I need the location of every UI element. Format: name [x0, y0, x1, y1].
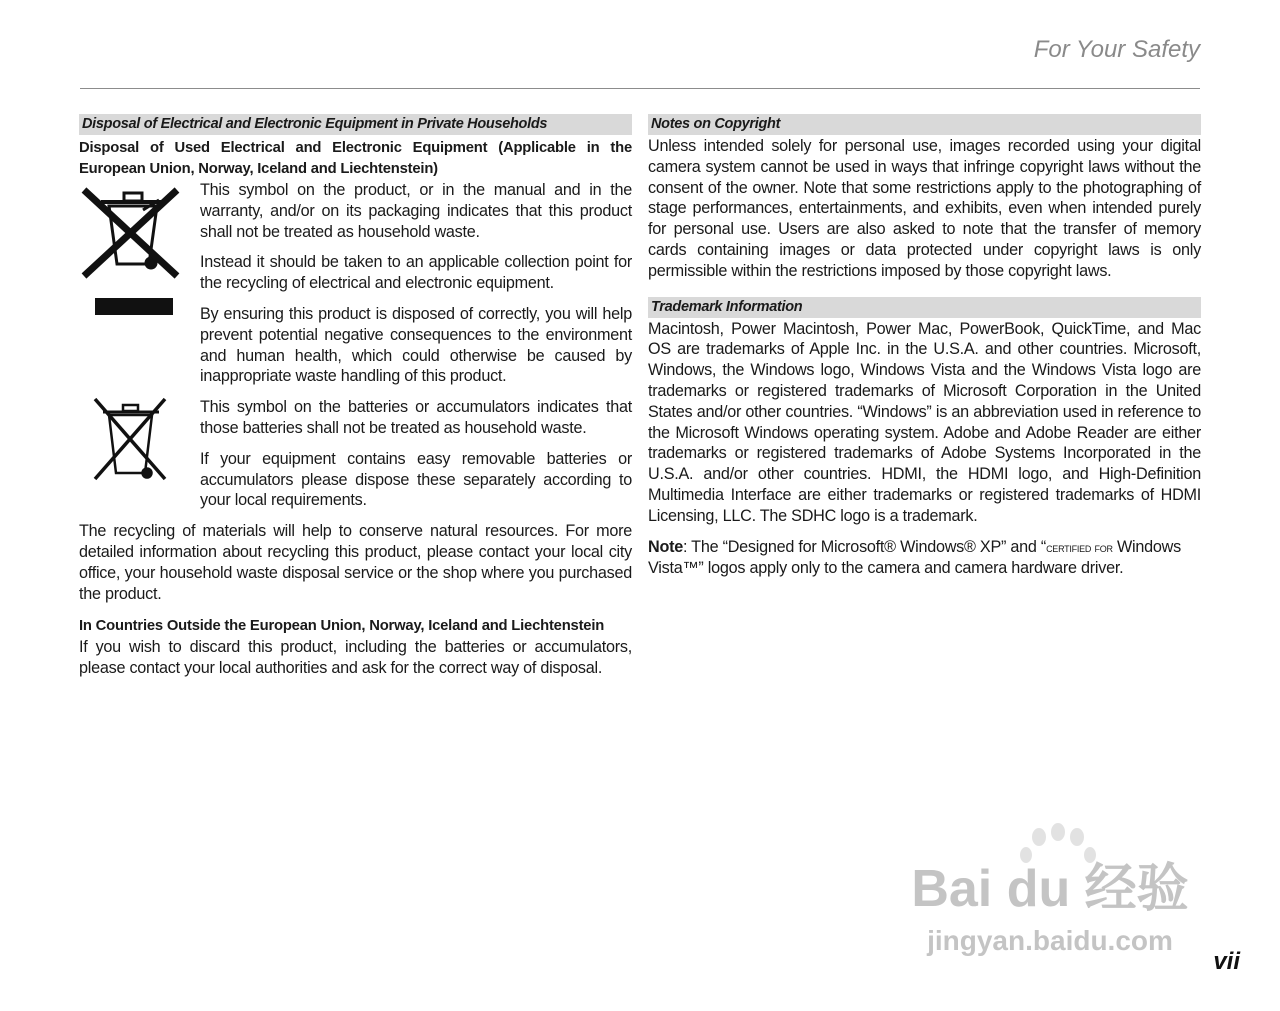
note-label: Note	[648, 537, 683, 556]
weee-paragraph-1: This symbol on the product, or in the manual and in the warranty, and/or on its packaging indicates that this product shall not be treated as household waste.	[200, 181, 632, 241]
note-smallcaps: certified for	[1046, 539, 1113, 555]
crossed-battery-bin-icon	[79, 397, 200, 492]
baidu-watermark	[900, 818, 1210, 968]
page-header-title: For Your Safety	[1033, 36, 1200, 63]
battery-paragraph-2: If your equipment contains easy removable batteries or accumulators please dispose these separately according to your local requirements.	[200, 449, 632, 510]
weee-symbol-block	[79, 180, 632, 387]
battery-symbol	[79, 397, 200, 511]
crossed-bin-icon	[79, 180, 200, 315]
recycling-paragraph: The recycling of materials will help to conserve natural resources. For more detailed information about recycling this product, please contact your local city office, your household waste disposal service or the shop where you purchased the product.	[79, 522, 632, 603]
note-text-part1: : The “Designed for Microsoft® Windows® XP” and “	[682, 537, 1047, 556]
right-column	[648, 114, 1201, 579]
page-number: vii	[1213, 948, 1240, 975]
header-divider	[80, 88, 1200, 89]
section-title-disposal: Disposal of Electrical and Electronic Equipment in Private Households	[79, 114, 632, 135]
section-title-copyright: Notes on Copyright	[648, 114, 1201, 135]
left-column	[79, 114, 632, 679]
section-title-trademark: Trademark Information	[648, 297, 1201, 318]
subheading-outside-eu: In Countries Outside the European Union, Norway, Iceland and Liechtenstein	[79, 618, 605, 635]
weee-symbol	[79, 180, 200, 387]
copyright-paragraph: Unless intended solely for personal use, images recorded using your digital camera system cannot be used in ways that infringe copyright laws without the consent of the owner. Note that some restrictions apply to the photographing of stage performances, entertainments, and exhibits, even when intended purely for personal use. Users are also asked to note that the transfer of memory cards containing images or data protected under copyright laws is only permissible within the restrictions imposed by those copyright laws.	[648, 137, 1201, 280]
weee-paragraph-2: Instead it should be taken to an applicable collection point for the recycling of electrical and electronic equipment.	[200, 253, 632, 293]
trademark-paragraph: Macintosh, Power Macintosh, Power Mac, PowerBook, QuickTime, and Mac OS are trademarks of Apple Inc. in the U.S.A. and other countries. Microsoft, Windows, the Windows logo, Windows Vista and the Windows Vista logo are trademarks or registered trademarks of Microsoft Corporation in the United States and/or other countries. “Windows” is an abbreviation used in reference to the Microsoft Windows operating system. Adobe and Adobe Reader are either trademarks or registered trademarks of Adobe Systems Incorporated in the U.S.A. and/or other countries. HDMI, the HDMI logo, and High-Definition Multimedia Interface are either trademarks or registered trademarks of HDMI Licensing, LLC. The SDHC logo is a trademark.	[648, 319, 1201, 525]
note-paragraph	[648, 537, 1201, 580]
note-text-part2: Windows Vista™” logos apply only to the camera and camera hardware driver.	[648, 537, 1181, 578]
battery-paragraph-1: This symbol on the batteries or accumulators indicates that those batteries shall not be treated as household waste.	[200, 398, 632, 437]
watermark-brand: Bai du 经验	[911, 860, 1189, 918]
watermark-url: jingyan.baidu.com	[927, 925, 1173, 956]
battery-symbol-block	[79, 397, 632, 511]
outside-eu-paragraph: If you wish to discard this product, including the batteries or accumulators, please contact your local authorities and ask for the correct way of disposal.	[79, 638, 632, 678]
weee-paragraph-3: By ensuring this product is disposed of correctly, you will help prevent potential negative consequences to the environment and human health, which could otherwise be caused by inappropriate waste handling of this product.	[200, 304, 632, 386]
subheading-eu-disposal: Disposal of Used Electrical and Electronic Equipment (Applicable in the European Union, Norway, Iceland and Liechtenstein)	[79, 140, 632, 177]
